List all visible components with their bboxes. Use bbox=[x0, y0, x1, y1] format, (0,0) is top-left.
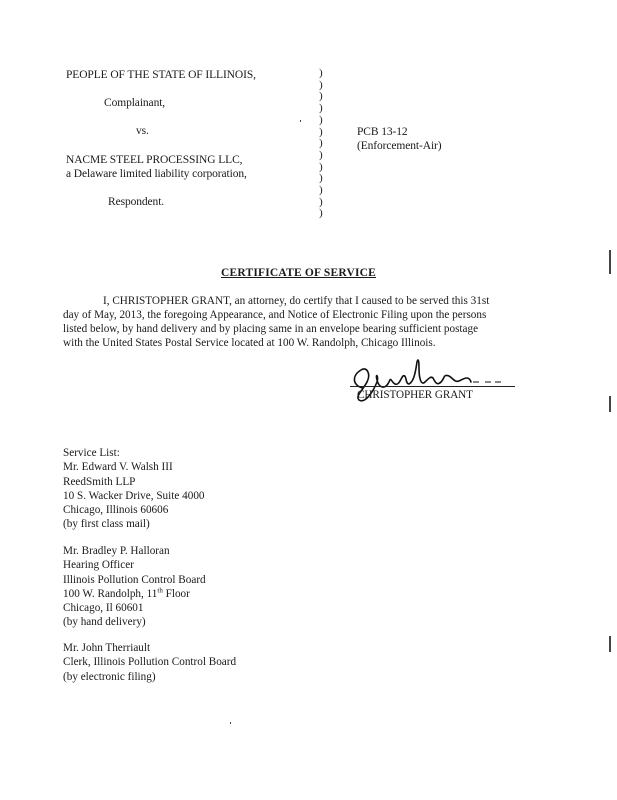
recipient-2-name: Mr. Bradley P. Halloran bbox=[63, 545, 170, 557]
recipient-2-org: Illinois Pollution Control Board bbox=[63, 573, 206, 586]
recipient-2 bbox=[63, 544, 206, 630]
defendant-description: a Delaware limited liability corporation, bbox=[66, 168, 247, 180]
plaintiff-role: Complainant, bbox=[104, 97, 166, 109]
scan-artifact-mark bbox=[609, 396, 611, 412]
certificate-line-1: I, CHRISTOPHER GRANT, an attorney, do certify that I caused to be served this 31st bbox=[103, 295, 490, 307]
plaintiff-name: PEOPLE OF THE STATE OF ILLINOIS, bbox=[66, 69, 256, 81]
recipient-2-address: 100 W. Randolph, 11th Floor bbox=[63, 586, 190, 600]
recipient-2-method: (by hand delivery) bbox=[63, 616, 146, 629]
caption-parentheses: ) ) ) ) ) ) ) ) ) ) ) ) ) bbox=[319, 67, 323, 220]
recipient-1-line: Chicago, Illinois 60606 bbox=[63, 504, 169, 517]
case-number: PCB 13-12 bbox=[357, 126, 408, 138]
recipient-3-line: Mr. John Therriault bbox=[63, 642, 151, 654]
recipient-3-line: (by electronic filing) bbox=[63, 670, 156, 683]
certificate-line-4: with the United States Postal Service located at 100 W. Randolph, Chicago Illinois. bbox=[63, 337, 436, 349]
signatory-name: CHRISTOPHER GRANT bbox=[357, 389, 473, 401]
scan-artifact-dot bbox=[230, 722, 231, 724]
recipient-1-line: Mr. Edward V. Walsh III bbox=[63, 461, 173, 474]
certificate-title: CERTIFICATE OF SERVICE bbox=[221, 267, 377, 279]
case-type: (Enforcement-Air) bbox=[357, 140, 442, 152]
defendant-role: Respondent. bbox=[108, 196, 165, 208]
recipient-2-city: Chicago, Il 60601 bbox=[63, 602, 144, 615]
recipient-3 bbox=[63, 641, 236, 684]
scan-artifact-mark bbox=[609, 250, 611, 274]
recipient-3-line: Clerk, Illinois Pollution Control Board bbox=[63, 656, 237, 669]
service-list bbox=[63, 446, 205, 532]
recipient-1-line: (by first class mail) bbox=[63, 518, 150, 531]
recipient-1-line: 10 S. Wacker Drive, Suite 4000 bbox=[63, 489, 205, 502]
versus-label: vs. bbox=[136, 125, 149, 137]
signature-line bbox=[350, 386, 515, 387]
certificate-line-3: listed below, by hand delivery and by placing same in an envelope bearing sufficient postage bbox=[63, 323, 479, 335]
recipient-1-line: ReedSmith LLP bbox=[63, 475, 136, 488]
scan-artifact-dot bbox=[300, 120, 301, 122]
defendant-name: NACME STEEL PROCESSING LLC, bbox=[66, 154, 243, 166]
service-list-heading: Service List: bbox=[63, 447, 120, 459]
recipient-2-title: Hearing Officer bbox=[63, 559, 134, 572]
certificate-line-2: day of May, 2013, the foregoing Appearance, and Notice of Electronic Filing upon the persons bbox=[63, 309, 487, 321]
scan-artifact-mark bbox=[609, 636, 611, 652]
